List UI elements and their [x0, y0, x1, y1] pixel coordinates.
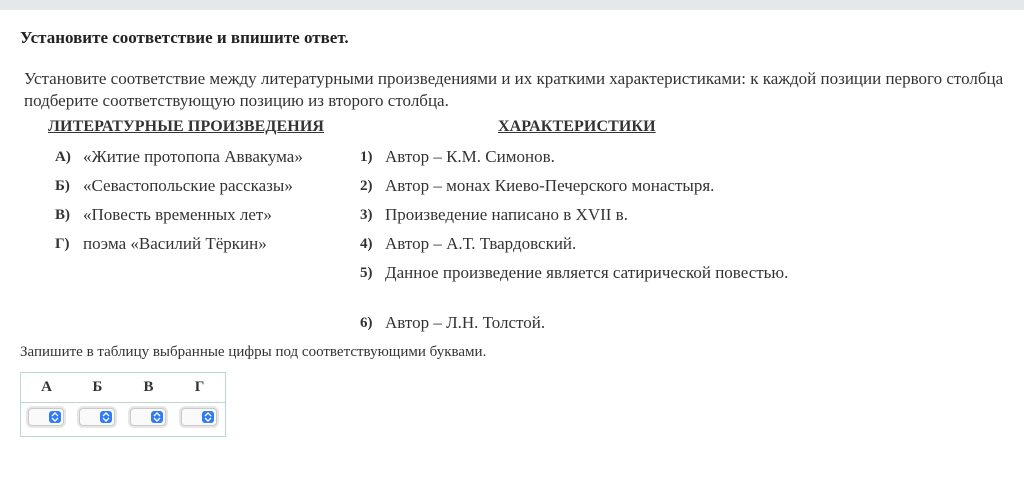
characteristic-number: 2): [360, 178, 373, 194]
characteristic-text: Автор – К.М. Симонов.: [385, 147, 555, 166]
up-down-chevron-icon: [202, 411, 214, 423]
characteristic-text: Автор – А.Т. Твардовский.: [385, 234, 577, 253]
answer-header-b: Б: [92, 379, 103, 395]
up-down-chevron-icon: [100, 411, 112, 423]
work-text: «Повесть временных лет»: [83, 205, 272, 224]
characteristic-number: 3): [360, 207, 373, 223]
characteristic-text: Произведение написано в XVII в.: [385, 205, 628, 224]
work-letter: Б): [55, 178, 70, 194]
work-letter: В): [55, 207, 70, 223]
answer-instruction: Запишите в таблицу выбранные цифры под соответствующими буквами.: [20, 344, 487, 360]
characteristic-number: 4): [360, 236, 373, 252]
answer-table-header: [21, 373, 225, 403]
characteristic-number: 6): [360, 315, 373, 331]
answer-header-a: А: [41, 379, 52, 395]
answer-select-v[interactable]: [130, 408, 166, 426]
characteristic-text: Автор – монах Киево-Печерского монастыря.: [385, 176, 715, 195]
answer-header-v: В: [143, 379, 154, 395]
answer-select-g[interactable]: [181, 408, 217, 426]
work-text: поэма «Василий Тёркин»: [83, 234, 267, 253]
characteristic-number: 5): [360, 265, 373, 281]
up-down-chevron-icon: [151, 411, 163, 423]
answer-select-a[interactable]: [28, 408, 64, 426]
characteristic-text: Данное произведение является сатирической повестью.: [385, 263, 789, 282]
up-down-chevron-icon: [49, 411, 61, 423]
work-text: «Житие протопопа Аввакума»: [83, 147, 303, 166]
characteristic-number: 1): [360, 149, 373, 165]
task-heading: Установите соответствие и впишите ответ.: [20, 28, 349, 47]
work-letter: Г): [55, 236, 70, 252]
answer-select-b[interactable]: [79, 408, 115, 426]
task-intro: Установите соответствие между литературными произведениями и их краткими характеристиками: к каждой позиции первого столбца подберите соответствующую позицию из второго столбца.: [24, 69, 1004, 110]
characteristic-text: Автор – Л.Н. Толстой.: [385, 313, 546, 332]
top-bar: [0, 0, 1024, 10]
column-header-works: ЛИТЕРАТУРНЫЕ ПРОИЗВЕДЕНИЯ: [48, 118, 325, 135]
answer-table: [20, 372, 226, 437]
answer-header-g: Г: [194, 379, 205, 395]
work-letter: А): [55, 149, 71, 165]
work-text: «Севастопольские рассказы»: [83, 176, 293, 195]
column-header-characteristics: ХАРАКТЕРИСТИКИ: [498, 118, 656, 135]
